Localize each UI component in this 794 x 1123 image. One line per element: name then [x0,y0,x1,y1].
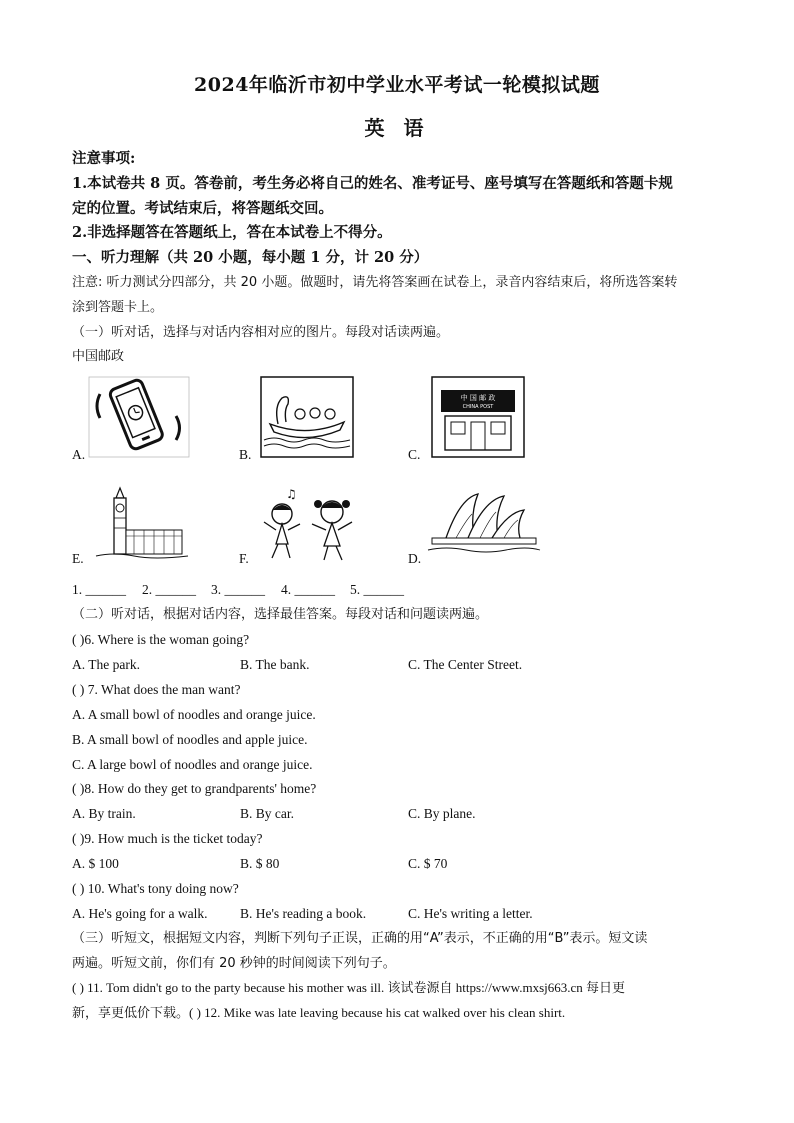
question-11: ( ) 11. Tom didn't go to the party because his mother was ill. 该试卷源自 https://www.mxsj663.cn 每日更 [72,980,626,995]
notice-1b: 定的位置。考试结束后，将答题纸交回。 [72,200,333,217]
subject-title: 英 语 [364,116,430,140]
children-singing-icon [258,484,362,564]
q9-option-a: A. $ 100 [72,856,119,871]
q8-option-c: C. By plane. [408,806,476,821]
part-3-heading-b: 两遍。听短文前，你们有 20 秒钟的时间阅读下列句子。 [72,956,396,971]
q10-option-c: C. He's writing a letter. [408,906,533,921]
svg-text:♫: ♫ [286,487,297,501]
picture-label-c: C. [408,447,421,462]
q7-option-a: A. A small bowl of noodles and orange juice. [72,707,316,722]
notice-1a: 1.本试卷共 8 页。答卷前，考生务必将自己的姓名、准考证号、座号填写在答题纸和答题卡规 [72,175,673,192]
section-1-heading: 一、听力理解（共 20 小题，每小题 1 分，计 20 分） [72,249,429,266]
exam-title: 2024年临沂市初中学业水平考试一轮模拟试题 [194,74,600,96]
q10-option-b: B. He's reading a book. [240,906,367,921]
question-12: 新，享更低价下载。( ) 12. Mike was late leaving because his cat walked over his clean shirt. [72,1005,566,1020]
question-7: ( ) 7. What does the man want? [72,682,241,697]
notice-heading: 注意事项: [72,150,136,167]
blank-3: 3. ______ [211,582,265,597]
q8-option-b: B. By car. [240,806,294,821]
q9-option-c: C. $ 70 [408,856,448,871]
picture-label-b: B. [239,447,252,462]
picture-label-e: E. [72,551,84,566]
china-post-office-icon [431,376,525,458]
q9-option-b: B. $ 80 [240,856,280,871]
picture-label-d: D. [408,551,422,566]
q6-option-a: A. The park. [72,657,140,672]
q7-option-c: C. A large bowl of noodles and orange juice. [72,757,313,772]
question-8: ( )8. How do they get to grandparents' home? [72,781,317,796]
question-10: ( ) 10. What's tony doing now? [72,881,239,896]
blank-5: 5. ______ [350,582,404,597]
question-6: ( )6. Where is the woman going? [72,632,250,647]
q6-option-c: C. The Center Street. [408,657,523,672]
dragon-boat-icon [260,376,354,458]
sydney-opera-house-icon [426,484,542,558]
q10-option-a: A. He's going for a walk. [72,906,208,921]
post-sign-cn: 中 国 邮 政 [460,394,496,402]
q6-option-b: B. The bank. [240,657,310,672]
picture-label-f: F. [239,551,249,566]
part-2-heading: （二）听对话，根据对话内容，选择最佳答案。每段对话和问题读两遍。 [72,607,489,622]
listening-note-a: 注意: 听力测试分四部分，共 20 小题。做题时，请先将答案画在试卷上，录音内容结束后，将所选答案转 [72,275,678,290]
smartphone-alarm-icon [88,376,190,458]
picture-label-a: A. [72,447,86,462]
part-3-heading-a: （三）听短文，根据短文内容，判断下列句子正误，正确的用“A”表示，不正确的用“B”表示。短文读 [72,931,648,946]
blank-4: 4. ______ [281,582,335,597]
question-9: ( )9. How much is the ticket today? [72,831,263,846]
listening-note-b: 涂到答题卡上。 [72,300,164,315]
notice-2: 2.非选择题答在答题纸上，答在本试卷上不得分。 [72,224,392,241]
part-1-extra: 中国邮政 [72,349,125,364]
big-ben-icon [94,484,190,560]
q7-option-b: B. A small bowl of noodles and apple juice. [72,732,308,747]
q8-option-a: A. By train. [72,806,136,821]
post-sign-en: CHINA POST [462,404,494,410]
part-1-heading: （一）听对话，选择与对话内容相对应的图片。每段对话读两遍。 [72,325,450,340]
blank-2: 2. ______ [142,582,196,597]
blank-1: 1. ______ [72,582,126,597]
